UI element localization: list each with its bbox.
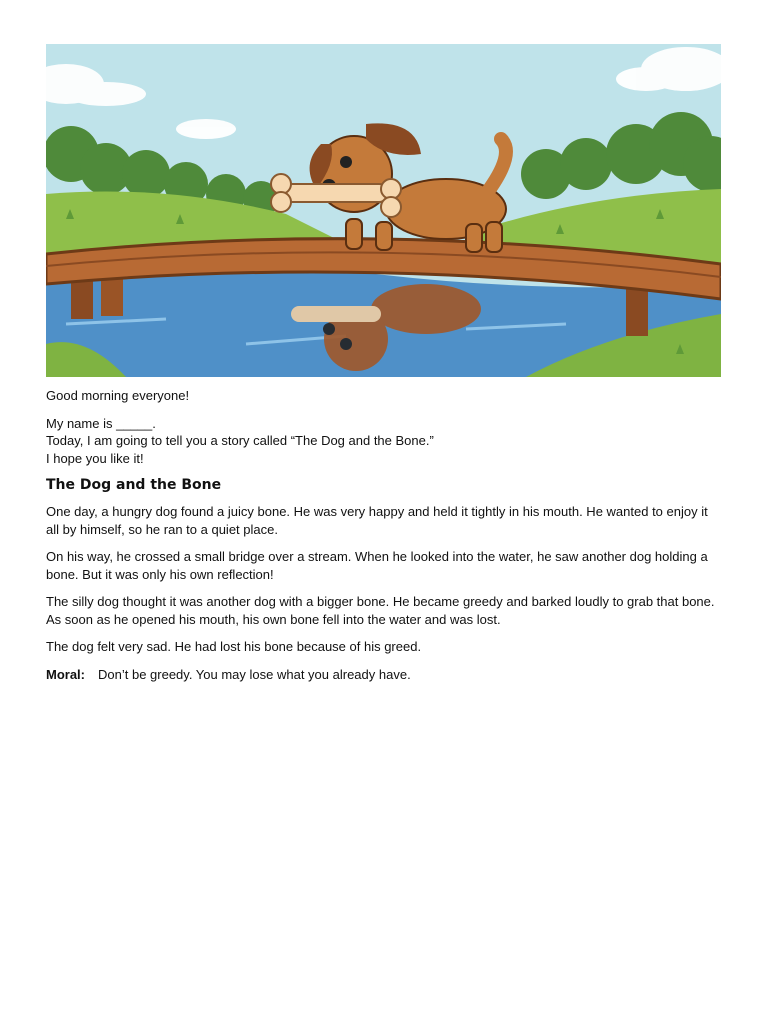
story-paragraph: One day, a hungry dog found a juicy bone. He was very happy and held it tightly in his mouth. He wanted to enjoy it all by himself, so he ran to a quiet place. xyxy=(46,504,708,537)
story-intro-line: Today, I am going to tell you a story called “The Dog and the Bone.” xyxy=(46,433,434,448)
story-paragraph: On his way, he crossed a small bridge over a stream. When he looked into the water, he saw another dog holding a bone. But it was only his own reflection! xyxy=(46,549,708,582)
moral-line xyxy=(46,666,721,684)
moral-text: Don’t be greedy. You may lose what you already have. xyxy=(98,666,411,682)
dog-on-bridge-illustration xyxy=(46,44,721,377)
greeting: Good morning everyone! xyxy=(46,388,190,403)
intro-lines xyxy=(46,415,721,468)
name-line: My name is _____. xyxy=(46,415,156,431)
moral-label: Moral: xyxy=(46,666,85,682)
story-title: The Dog and the Bone xyxy=(46,477,222,493)
hope-line: I hope you like it! xyxy=(46,450,144,466)
story-paragraph: The dog felt very sad. He had lost his bone because of his greed. xyxy=(46,639,422,654)
speech-text xyxy=(46,387,721,683)
illustration-svg xyxy=(46,44,721,377)
story-paragraph: The silly dog thought it was another dog with a bigger bone. He became greedy and barked loudly to grab that bone. As soon as he opened his mouth, his own bone fell into the water and was lost. xyxy=(46,594,715,627)
